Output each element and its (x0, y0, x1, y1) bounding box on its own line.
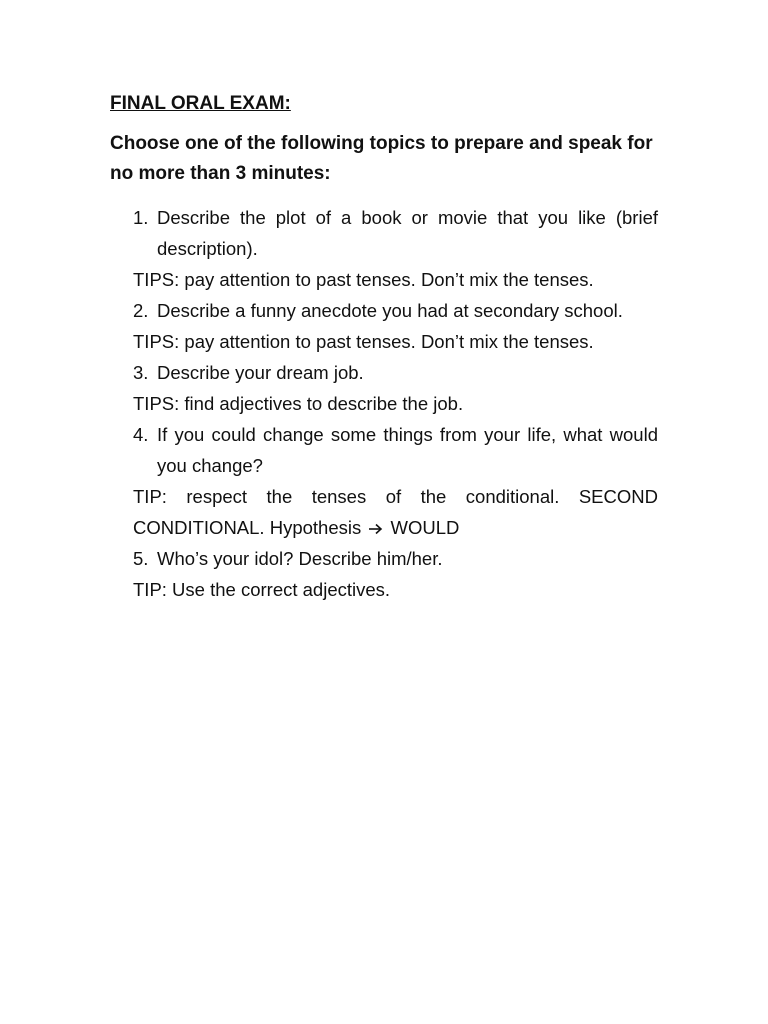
topic-number: 1. (133, 207, 149, 228)
topic-tip-4 (133, 481, 658, 543)
topic-text: Describe a funny anecdote you had at secondary school. (157, 300, 623, 321)
topic-item-3 (133, 357, 658, 388)
topic-number: 2. (133, 300, 149, 321)
exam-instructions: Choose one of the following topics to prepare and speak for no more than 3 minutes: (110, 133, 653, 184)
topic-text: Describe your dream job. (157, 362, 364, 383)
topic-text: Who’s your idol? Describe him/her. (157, 548, 443, 569)
topic-item-4 (133, 419, 658, 481)
document-page (110, 0, 658, 1024)
right-arrow-icon (368, 512, 383, 543)
topic-text: Describe the plot of a book or movie that you like (brief description). (157, 207, 658, 259)
topic-number: 5. (133, 548, 149, 569)
topic-number: 3. (133, 362, 149, 383)
topic-list (133, 202, 658, 605)
topic-tip-2: TIPS: pay attention to past tenses. Don’t mix the tenses. (133, 331, 594, 352)
topic-tip-1: TIPS: pay attention to past tenses. Don’t mix the tenses. (133, 269, 594, 290)
topic-item-1 (133, 202, 658, 264)
topic-number: 4. (133, 424, 149, 445)
topic-item-5 (133, 543, 658, 574)
exam-title: FINAL ORAL EXAM: (110, 93, 291, 114)
topic-text: If you could change some things from your life, what would you change? (157, 424, 658, 476)
tip-text: TIP: respect the tenses of the conditional. SECOND CONDITIONAL. Hypothesis (133, 486, 658, 538)
topic-tip-3: TIPS: find adjectives to describe the job. (133, 393, 464, 414)
tip-text-end: WOULD (390, 517, 460, 538)
topic-tip-5: TIP: Use the correct adjectives. (133, 579, 391, 600)
topic-item-2 (133, 295, 658, 326)
